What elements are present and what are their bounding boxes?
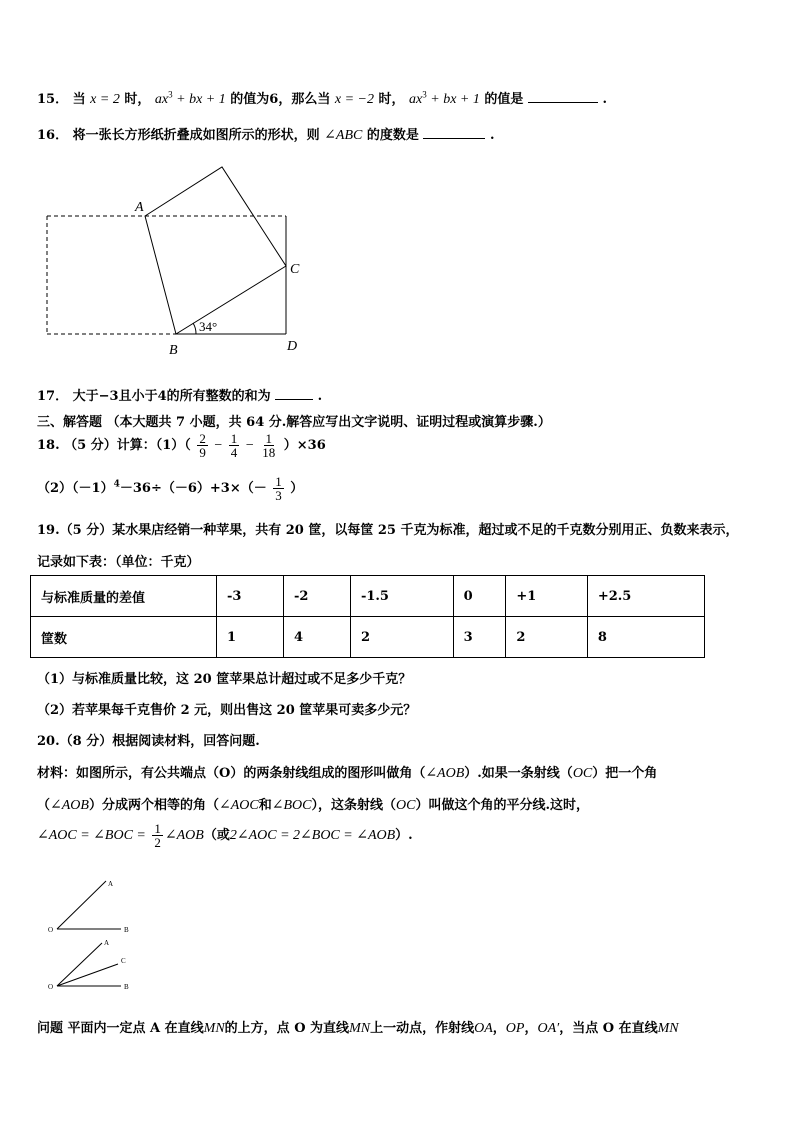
label-c: C (290, 262, 300, 277)
text: 的值为6，那么当 (230, 92, 331, 107)
question-20-title: 20.（8 分）根据阅读材料，回答问题. (37, 734, 260, 749)
folded-flap (145, 167, 286, 334)
ray-oa-1 (57, 881, 106, 929)
fraction (229, 432, 240, 459)
exponent: 3 (422, 89, 427, 100)
numerator: 1 (275, 474, 282, 489)
table-cell: 8 (587, 617, 704, 658)
table-row (31, 576, 705, 617)
question-19-sub2: （2）若苹果每千克售价 2 元，则出售这 20 筐苹果可卖多少元？ (37, 703, 417, 718)
text: 材料：如图所示，有公共端点（O）的两条射线组成的图形叫做角（ (37, 766, 426, 781)
label-a: A (135, 200, 144, 215)
ray-oa-2 (57, 943, 102, 986)
poly-term: + bx + 1 (426, 92, 480, 107)
label-o2: O (48, 983, 54, 991)
text: ）分成两个相等的角（ (88, 798, 219, 813)
text: . (489, 128, 495, 143)
math-expression: ∠AOB (50, 798, 89, 813)
text: ），这条射线（ (311, 798, 396, 813)
text: 上一动点，作射线 (370, 1021, 475, 1036)
denominator: 4 (230, 445, 238, 460)
poly-term: + bx + 1 (172, 92, 226, 107)
text: ） (290, 481, 304, 496)
text: 的度数是 (366, 128, 419, 143)
text: ）. (395, 828, 413, 843)
math-expression: ∠AOB (164, 828, 204, 843)
text: ， (492, 1021, 506, 1036)
numerator: 1 (265, 431, 272, 446)
table-cell: +2.5 (587, 576, 704, 617)
fraction (197, 432, 208, 459)
math-expression: x = −2 (334, 92, 374, 107)
text: 时， (378, 92, 405, 107)
text: 大于−3且小于4的所有整数的和为 (72, 389, 271, 404)
math-expression: OA′ (537, 1021, 560, 1036)
table-cell: 1 (217, 617, 284, 658)
exponent: 4 (113, 479, 120, 490)
math-expression: 2∠AOC = 2∠BOC = ∠AOB (229, 828, 396, 843)
text: （5 分）计算：（1）（ (64, 438, 191, 453)
math-expression: OC (572, 766, 593, 781)
math-expression: ∠AOC = ∠BOC = (37, 828, 146, 843)
numerator: 2 (199, 431, 206, 446)
math-expression: OP (505, 1021, 525, 1036)
question-19-line1: 19.（5 分）某水果店经销一种苹果，共有 20 筐，以每筐 25 千克为标准，超过或不足的千克数分别用正、负数来表示， (37, 523, 739, 538)
math-expression: OA (474, 1021, 493, 1036)
math-expression: x = 2 (90, 92, 120, 107)
table-cell: 2 (350, 617, 453, 658)
label-o1: O (48, 926, 54, 934)
angle-label: 34° (199, 319, 218, 334)
question-number: 17． (37, 389, 69, 404)
denominator: 2 (154, 835, 161, 850)
data-table (30, 575, 705, 658)
label-c2: C (121, 957, 126, 965)
text: 和 (258, 798, 272, 813)
text: （或 (203, 828, 230, 843)
text: ）.如果一条射线（ (464, 766, 573, 781)
table-cell: -2 (283, 576, 350, 617)
operator: − (245, 438, 254, 453)
table-header-cell: 与标准质量的差值 (31, 576, 217, 617)
question-18-part2 (37, 475, 303, 502)
section-heading: 三、解答题 （本大题共 7 小题，共 64 分.解答应写出文字说明、证明过程或演算步骤.） (37, 415, 551, 430)
table-cell: 2 (506, 617, 587, 658)
text: 的上方，点 O 为直线 (224, 1021, 350, 1036)
text: 时， (124, 92, 151, 107)
problem-line (37, 1017, 679, 1037)
text: （2）（－1） (37, 481, 114, 496)
label-a2: A (104, 939, 110, 947)
material-line-3 (37, 822, 413, 849)
table-header-cell: 筐数 (31, 617, 217, 658)
question-number: 16． (37, 128, 69, 143)
poly-term: ax (409, 92, 423, 107)
text: －36÷（－6）+3×（－ (119, 481, 267, 496)
table-cell: +1 (506, 576, 587, 617)
numerator: 1 (230, 431, 238, 446)
numerator: 1 (154, 821, 161, 836)
ray-oc-2 (57, 964, 118, 986)
question-19-sub1: （1）与标准质量比较，这 20 筐苹果总计超过或不足多少千克？ (37, 672, 412, 687)
text: 问题 平面内一定点 A 在直线 (37, 1021, 204, 1036)
table-cell: 4 (283, 617, 350, 658)
text: 将一张长方形纸折叠成如图所示的形状，则 (72, 128, 320, 143)
text: ）把一个角 (592, 766, 658, 781)
math-expression: ∠AOC (218, 798, 259, 813)
math-expression: MN (349, 1021, 371, 1036)
math-expression: MN (203, 1021, 225, 1036)
text: ，当点 O 在直线 (559, 1021, 658, 1036)
table-cell: -1.5 (350, 576, 453, 617)
fraction (152, 822, 163, 849)
operator: − (214, 438, 223, 453)
text: ， (524, 1021, 538, 1036)
angle-figures (0, 870, 200, 995)
question-number: 18. (37, 438, 60, 453)
denominator: 3 (275, 488, 282, 503)
table-cell: 3 (453, 617, 506, 658)
question-18-part1 (37, 432, 326, 459)
material-line-2 (37, 794, 589, 814)
table-cell: 0 (453, 576, 506, 617)
table-row (31, 617, 705, 658)
text: （ (37, 798, 51, 813)
fraction (273, 475, 284, 502)
denominator: 9 (199, 445, 206, 460)
math-expression: MN (657, 1021, 679, 1036)
label-b: B (169, 343, 178, 358)
angle-arc (193, 323, 196, 334)
question-19-line2: 记录如下表：（单位：千克） (37, 555, 200, 570)
fraction (260, 432, 277, 459)
label-b1: B (124, 926, 129, 934)
math-expression: ∠AOB (425, 766, 465, 781)
answer-blank[interactable] (275, 399, 313, 400)
math-expression: OC (395, 798, 416, 813)
material-line-1 (37, 762, 657, 782)
exponent: 3 (168, 89, 173, 100)
folded-rectangle-figure (0, 0, 794, 380)
text: ）×36 (283, 438, 326, 453)
question-17 (37, 385, 322, 404)
label-d: D (287, 339, 298, 354)
label-b2: B (124, 983, 129, 991)
text: ）叫做这个角的平分线.这时， (415, 798, 589, 813)
text: . (602, 92, 608, 107)
question-number: 15． (37, 92, 69, 107)
text: . (317, 389, 323, 404)
text: 的值是 (484, 92, 524, 107)
text: 当 (72, 92, 86, 107)
math-expression: ∠BOC (271, 798, 312, 813)
denominator: 18 (262, 445, 276, 460)
math-expression: ∠ABC (324, 128, 363, 143)
poly-term: ax (154, 92, 169, 107)
label-a1: A (108, 880, 114, 888)
table-cell: -3 (217, 576, 284, 617)
